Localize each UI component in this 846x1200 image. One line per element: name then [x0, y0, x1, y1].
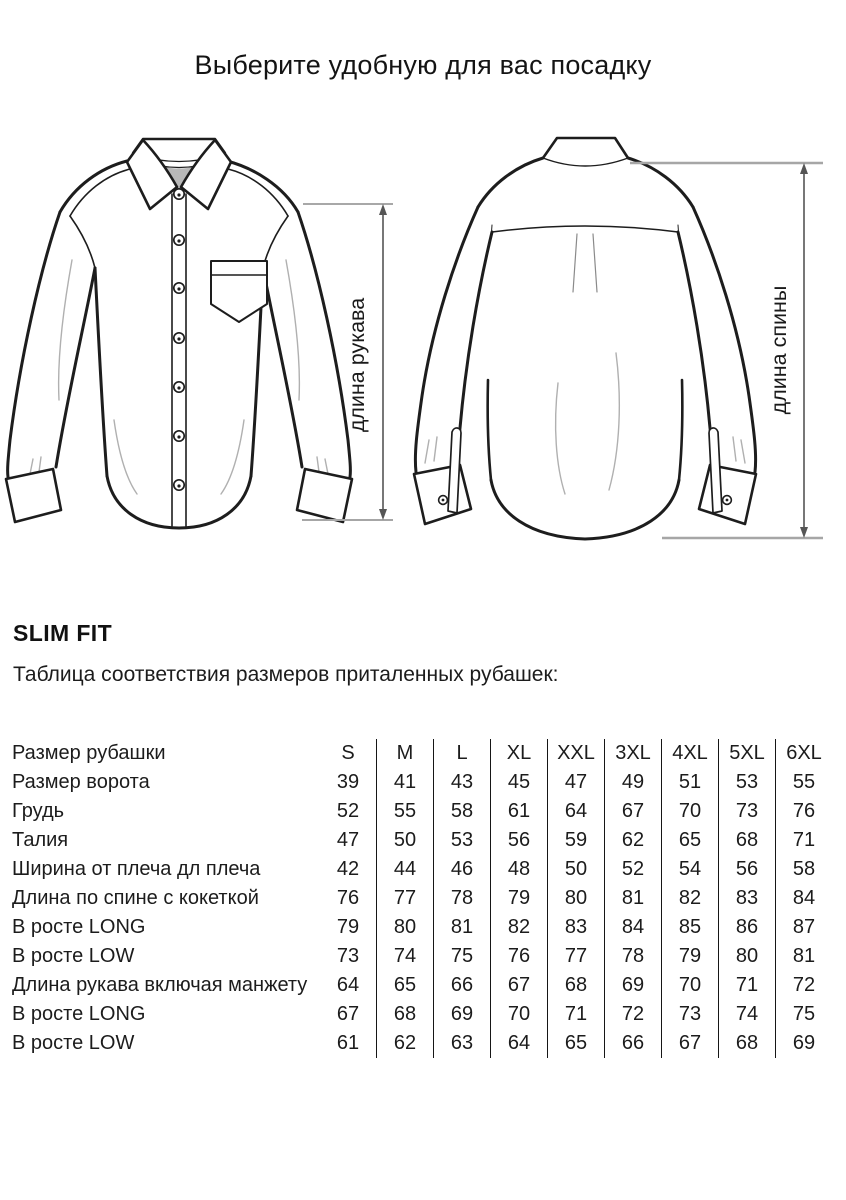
fit-heading: SLIM FIT	[13, 620, 113, 646]
table-row	[12, 1029, 832, 1058]
size-value-cell: 75	[776, 1000, 833, 1029]
back-length-label: длина спины	[767, 285, 791, 415]
size-value-cell: 45	[491, 768, 548, 797]
size-value-cell: 72	[605, 1000, 662, 1029]
size-value-cell: 71	[719, 971, 776, 1000]
size-value-cell: 62	[377, 1029, 434, 1058]
table-row	[12, 884, 832, 913]
size-value-cell: 46	[434, 855, 491, 884]
size-value-cell: 79	[491, 884, 548, 913]
size-value-cell: 77	[377, 884, 434, 913]
row-label-cell: Длина рукава включая манжету	[12, 974, 308, 996]
size-value-cell: 80	[377, 913, 434, 942]
size-value-cell: 83	[548, 913, 605, 942]
size-header-cell: XL	[491, 739, 548, 768]
size-value-cell: 48	[491, 855, 548, 884]
size-value-cell: 67	[491, 971, 548, 1000]
size-value-cell: 66	[605, 1029, 662, 1058]
table-row	[12, 797, 832, 826]
size-value-cell: 47	[548, 768, 605, 797]
size-value-cell: 71	[548, 1000, 605, 1029]
size-header-cell: 6XL	[776, 739, 833, 768]
size-value-cell: 44	[377, 855, 434, 884]
size-header-cell: 5XL	[719, 739, 776, 768]
size-value-cell: 77	[548, 942, 605, 971]
sleeve-length-label: длина рукава	[345, 297, 369, 433]
size-header-cell: 4XL	[662, 739, 719, 768]
size-value-cell: 56	[719, 855, 776, 884]
row-label-cell: Талия	[12, 829, 69, 851]
size-value-cell: 73	[719, 797, 776, 826]
size-value-cell: 70	[491, 1000, 548, 1029]
size-value-cell: 85	[662, 913, 719, 942]
size-value-cell: 67	[662, 1029, 719, 1058]
row-label-cell: Размер рубашки	[12, 742, 166, 764]
size-value-cell: 81	[434, 913, 491, 942]
size-value-cell: 62	[605, 826, 662, 855]
size-value-cell: 43	[434, 768, 491, 797]
size-value-cell: 59	[548, 826, 605, 855]
size-value-cell: 42	[336, 858, 360, 880]
size-value-cell: 64	[336, 974, 360, 996]
front-shirt-drawing	[6, 139, 352, 528]
table-row	[12, 826, 832, 855]
size-value-cell: 84	[605, 913, 662, 942]
size-value-cell: 86	[719, 913, 776, 942]
size-value-cell: 52	[336, 800, 360, 822]
size-value-cell: 64	[548, 797, 605, 826]
size-value-cell: 75	[434, 942, 491, 971]
size-value-cell: 69	[605, 971, 662, 1000]
table-header-row	[12, 739, 832, 768]
table-row	[12, 855, 832, 884]
table-row	[12, 971, 832, 1000]
size-value-cell: 78	[434, 884, 491, 913]
table-row	[12, 1000, 832, 1029]
size-value-cell: 70	[662, 797, 719, 826]
size-value-cell: 53	[434, 826, 491, 855]
size-value-cell: 52	[605, 855, 662, 884]
table-row	[12, 768, 832, 797]
size-header-cell: L	[434, 739, 491, 768]
row-label-cell: Ширина от плеча дл плеча	[12, 858, 261, 880]
size-value-cell: 41	[377, 768, 434, 797]
size-value-cell: 84	[776, 884, 833, 913]
size-value-cell: 54	[662, 855, 719, 884]
size-value-cell: 87	[776, 913, 833, 942]
size-value-cell: 67	[605, 797, 662, 826]
size-value-cell: 58	[434, 797, 491, 826]
size-value-cell: 39	[336, 771, 360, 793]
size-value-cell: 74	[719, 1000, 776, 1029]
size-value-cell: 65	[377, 971, 434, 1000]
size-value-cell: 70	[662, 971, 719, 1000]
size-value-cell: 76	[491, 942, 548, 971]
size-value-cell: 82	[491, 913, 548, 942]
size-value-cell: 47	[336, 829, 360, 851]
size-value-cell: 79	[336, 916, 360, 938]
size-value-cell: 73	[336, 945, 360, 967]
size-value-cell: 61	[336, 1032, 360, 1054]
size-value-cell: 50	[548, 855, 605, 884]
size-value-cell: 76	[776, 797, 833, 826]
table-row	[12, 942, 832, 971]
back-shirt-drawing	[414, 138, 756, 539]
size-value-cell: 64	[491, 1029, 548, 1058]
size-value-cell: 51	[662, 768, 719, 797]
size-value-cell: 69	[776, 1029, 833, 1058]
size-value-cell: 53	[719, 768, 776, 797]
size-value-cell: 56	[491, 826, 548, 855]
size-value-cell: 55	[377, 797, 434, 826]
size-value-cell: 81	[605, 884, 662, 913]
size-value-cell: 65	[662, 826, 719, 855]
size-value-cell: 78	[605, 942, 662, 971]
table-caption: Таблица соответствия размеров приталенных рубашек:	[13, 663, 559, 686]
size-value-cell: 68	[548, 971, 605, 1000]
size-header-cell: XXL	[548, 739, 605, 768]
shirt-diagrams	[0, 128, 846, 580]
size-value-cell: 81	[776, 942, 833, 971]
row-label-cell: В росте LOW	[12, 945, 135, 967]
size-value-cell: 79	[662, 942, 719, 971]
size-header-cell: 3XL	[605, 739, 662, 768]
size-value-cell: 68	[719, 826, 776, 855]
size-value-cell: 68	[719, 1029, 776, 1058]
size-value-cell: 83	[719, 884, 776, 913]
size-value-cell: 80	[719, 942, 776, 971]
row-label-cell: В росте LONG	[12, 1003, 146, 1025]
size-value-cell: 68	[377, 1000, 434, 1029]
size-table	[12, 739, 832, 1058]
size-value-cell: 71	[776, 826, 833, 855]
size-value-cell: 80	[548, 884, 605, 913]
size-value-cell: 72	[776, 971, 833, 1000]
size-table-body	[12, 739, 832, 1058]
size-value-cell: 73	[662, 1000, 719, 1029]
size-value-cell: 67	[336, 1003, 360, 1025]
page-title: Выберите удобную для вас посадку	[194, 50, 652, 80]
size-header-cell: S	[341, 742, 355, 764]
size-value-cell: 50	[377, 826, 434, 855]
size-header-cell: M	[377, 739, 434, 768]
size-value-cell: 49	[605, 768, 662, 797]
row-label-cell: В росте LOW	[12, 1032, 135, 1054]
size-value-cell: 58	[776, 855, 833, 884]
size-value-cell: 61	[491, 797, 548, 826]
size-value-cell: 66	[434, 971, 491, 1000]
size-value-cell: 74	[377, 942, 434, 971]
size-value-cell: 76	[336, 887, 360, 909]
size-value-cell: 65	[548, 1029, 605, 1058]
row-label-cell: Размер ворота	[12, 771, 150, 793]
row-label-cell: Длина по спине с кокеткой	[12, 887, 259, 909]
row-label-cell: В росте LONG	[12, 916, 146, 938]
size-value-cell: 82	[662, 884, 719, 913]
size-value-cell: 55	[776, 768, 833, 797]
row-label-cell: Грудь	[12, 800, 65, 822]
table-row	[12, 913, 832, 942]
size-value-cell: 69	[434, 1000, 491, 1029]
size-value-cell: 63	[434, 1029, 491, 1058]
